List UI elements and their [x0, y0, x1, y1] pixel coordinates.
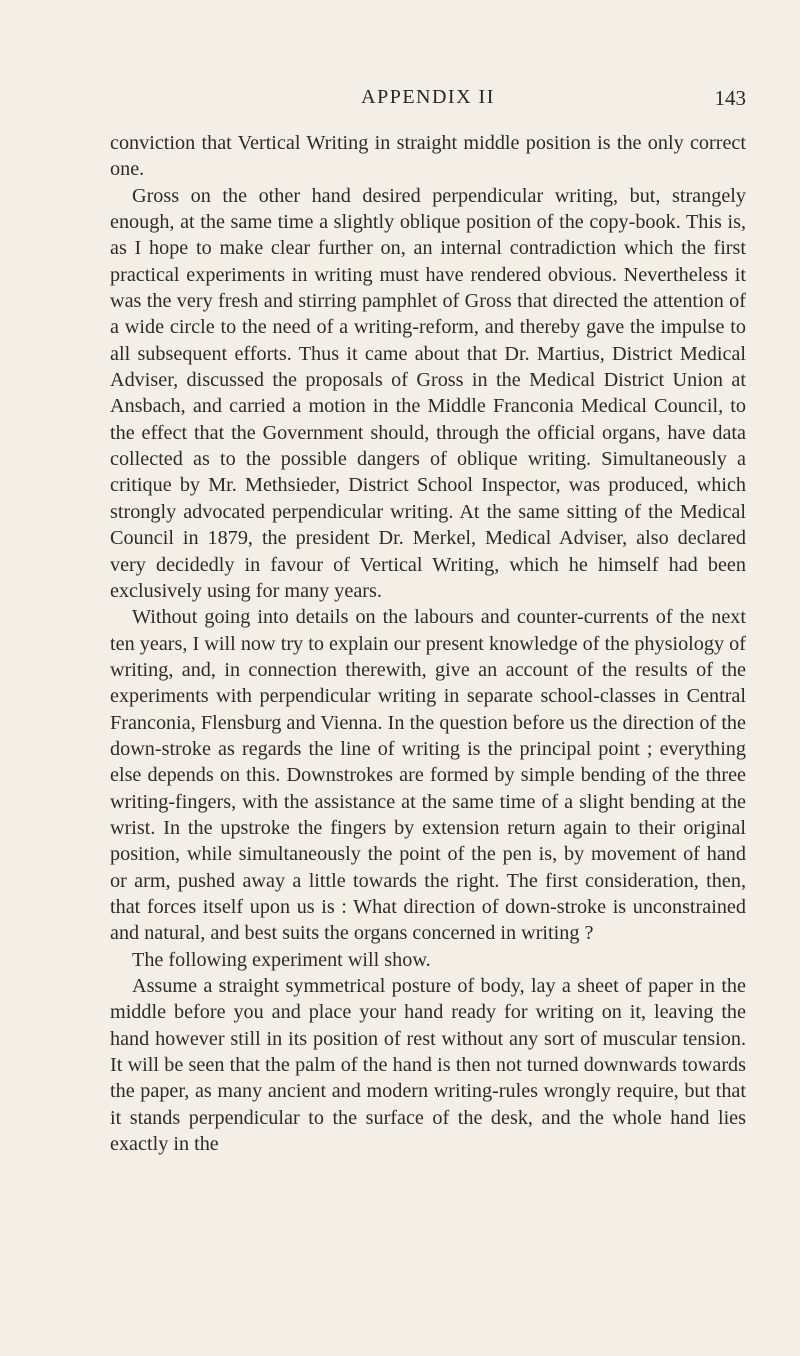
running-head	[110, 86, 746, 116]
paragraph: conviction that Vertical Writing in straight middle position is the only correct one.	[110, 132, 746, 181]
paragraph: Gross on the other hand desired perpendicular writing, but, strangely enough, at the same time a slightly oblique position of the copy-book. This is, as I hope to make clear further on, an internal contradiction which the first practical experiments in writing must have rendered obvious. Nevertheless it was the very fresh and stirring pamphlet of Gross that directed the attention of a wide circle to the need of a writing-reform, and thereby gave the impulse to all subsequent efforts. Thus it came about that Dr. Martius, District Medical Adviser, discussed the proposals of Gross in the Medical District Union at Ansbach, and carried a motion in the Middle Franconia Medical Council, to the effect that the Government should, through the official organs, have data collected as to the possible dangers of oblique writing. Simultaneously a critique by Mr. Methsieder, District School Inspector, was produced, which strongly advocated perpendicular writing. At the same sitting of the Medical Council in 1879, the president Dr. Merkel, Medical Adviser, also declared very decidedly in favour of Vertical Writing, which he himself had been exclusively using for many years.	[110, 184, 746, 602]
paragraph: The following experiment will show.	[132, 948, 431, 971]
paragraph: Without going into details on the labours and counter-currents of the next ten years, I will now try to explain our present knowledge of the physiology of writing, and, in connection therewith, give an account of the results of the experiments with perpendicular writing in separate school-classes in Central Franconia, Flensburg and Vienna. In the question before us the direction of the down-stroke as regards the line of writing is the principal point ; everything else depends on this. Downstrokes are formed by simple bending of the three writing-fingers, with the assistance at the same time of a slight bending at the wrist. In the upstroke the fingers by extension return again to their original position, while simultaneously the point of the pen is, by movement of hand or arm, pushed away a little towards the right. The first consideration, then, that forces itself upon us is : What direction of down-stroke is unconstrained and natural, and best suits the organs concerned in writing ?	[110, 606, 746, 945]
body-text	[110, 130, 746, 1157]
paragraph: Assume a straight symmetrical posture of body, lay a sheet of paper in the middle before you and place your hand ready for writing on it, leaving the hand however still in its position of rest without any sort of muscular tension. It will be seen that the palm of the hand is then not turned downwards towards the paper, as many ancient and modern writing-rules wrongly require, but that it stands perpendicular to the surface of the desk, and the whole hand lies exactly in the	[110, 975, 746, 1156]
running-title: APPENDIX II	[361, 86, 495, 108]
page-number: 143	[714, 86, 746, 110]
